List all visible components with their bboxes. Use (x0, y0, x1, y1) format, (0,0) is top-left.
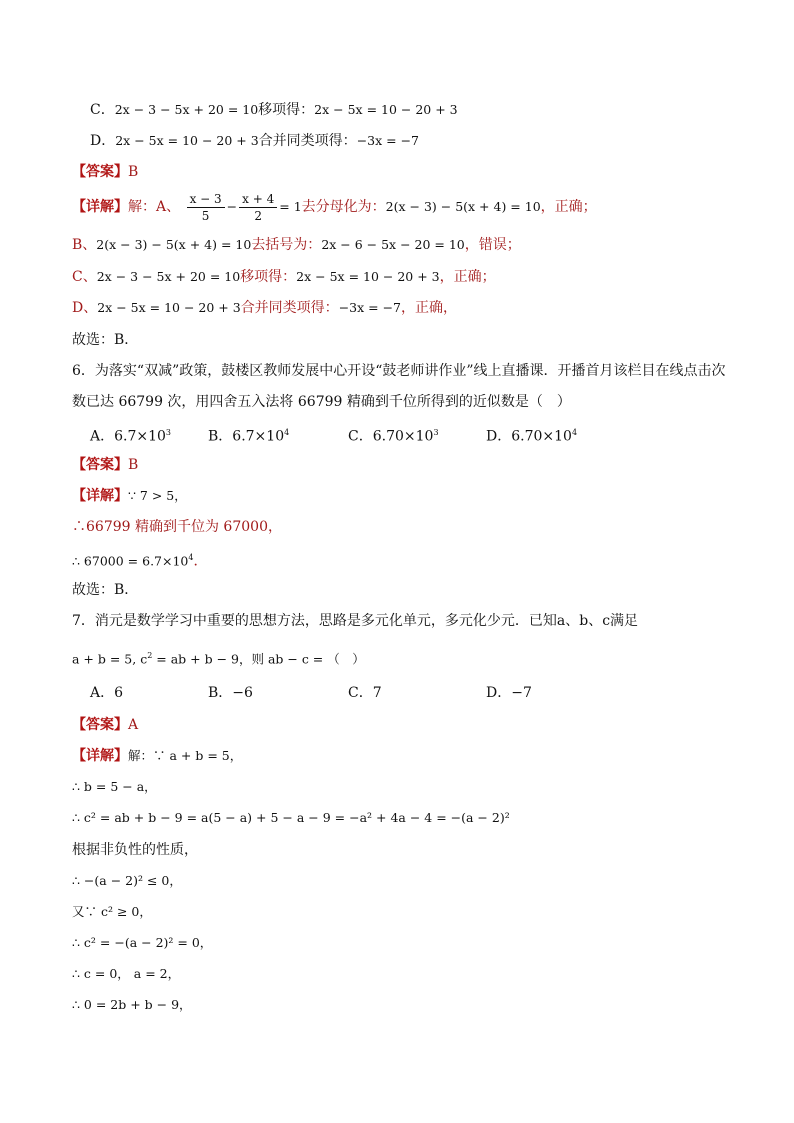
q6-detail-3 (72, 548, 207, 572)
q6-stem-line2: 数已达 66799 次，用四舍五入法将 66799 精确到千位所得到的近似数是（ ） (72, 394, 571, 410)
detail-text: 解：∵ a + b = 5， (128, 748, 243, 763)
fraction (239, 191, 277, 224)
q7-detail-2: ∴ b = 5 − a， (72, 779, 157, 794)
option-text: C．6.70×10 (348, 428, 434, 445)
q6-stem-line1: 6．为落实“双减”政策，鼓楼区教师发展中心开设“鼓老师讲作业”线上直播课．开播首月该栏目在线点击次 (72, 363, 726, 379)
detail-text: 合并同类项得： (240, 300, 339, 316)
fraction-numerator: x + 4 (239, 191, 277, 208)
detail-text: ，正确， (401, 300, 458, 316)
exponent: 3 (433, 428, 439, 437)
equation: = 1 (279, 199, 302, 214)
answer-value: B (128, 164, 139, 180)
q7-option-d: D．−7 (486, 685, 532, 701)
answer-tag: 【答案】 (72, 457, 128, 473)
exponent: 4 (188, 553, 194, 562)
detail-label: D、 (72, 300, 98, 316)
answer-tag: 【答案】 (72, 164, 128, 180)
q6-option-a (90, 423, 171, 447)
detail-label: B、 (72, 237, 97, 253)
equation: 2x − 5x = 10 − 20 + 3 (314, 102, 458, 117)
answer-value: A (128, 717, 139, 733)
answer-tag: 【答案】 (72, 717, 128, 733)
exponent: 3 (165, 428, 172, 437)
q5-detail-b (72, 235, 521, 255)
detail-tag: 【详解】 (72, 199, 128, 215)
q5-conclusion: 故选：B． (72, 332, 139, 348)
q7-detail-4: 根据非负性的性质， (72, 842, 198, 858)
q6-option-b (208, 423, 289, 447)
equation: 2(x − 3) − 5(x + 4) = 10 (385, 199, 541, 214)
equation: ∴ 67000 = 6.7×10 (72, 553, 189, 569)
q7-option-b: B．−6 (208, 685, 253, 701)
q6-detail-2: ∴66799 精确到千位为 67000， (72, 519, 282, 535)
detail-text: 去括号为： (251, 237, 322, 253)
fraction-denominator: 5 (201, 208, 210, 223)
q7-detail-5: ∴ −(a − 2)² ≤ 0， (72, 873, 182, 888)
step-text: 移项得： (258, 102, 315, 118)
q7-answer (72, 715, 138, 735)
option-label: D． (90, 133, 116, 149)
q6-option-c (348, 423, 439, 447)
equation: 2x − 3 − 5x + 20 = 10 (96, 269, 241, 284)
equation: 2(x − 3) − 5(x + 4) = 10 (96, 237, 252, 252)
option-label: C． (90, 102, 115, 118)
q7-stem-line1: 7．消元是数学学习中重要的思想方法，思路是多元化单元，多元化少元．已知a、b、c满足 (72, 613, 639, 629)
detail-text: ，正确； (540, 199, 597, 215)
fraction-numerator: x − 3 (187, 191, 225, 208)
equation: 2x − 5x = 10 − 20 + 3 (97, 300, 241, 315)
q7-detail-9: ∴ 0 = 2b + b − 9， (72, 997, 192, 1012)
q6-option-d (486, 423, 577, 447)
detail-text: 解：A、 (128, 199, 181, 215)
option-text: A．6.7×10 (90, 428, 166, 445)
detail-text: ∵ 7 > 5， (128, 488, 187, 503)
q6-conclusion: 故选：B． (72, 582, 139, 598)
q5-detail-c (72, 267, 496, 287)
fraction-denominator: 2 (254, 208, 263, 223)
q7-option-a: A．6 (90, 685, 124, 701)
exponent: 4 (284, 428, 290, 437)
detail-text: 移项得： (240, 269, 297, 285)
answer-value: B (128, 457, 139, 473)
detail-text: ，正确； (439, 269, 496, 285)
detail-text: ，错误； (464, 237, 521, 253)
q7-detail-7: ∴ c² = −(a − 2)² = 0， (72, 935, 213, 950)
fraction (187, 191, 225, 224)
detail-label: C、 (72, 269, 97, 285)
equation: a + b = 5, c (72, 651, 148, 667)
q7-detail-3: ∴ c² = ab + b − 9 = a(5 − a) + 5 − a − 9 = −a² + 4a − 4 = −(a − 2)² (72, 810, 510, 825)
equation: = ab + b − 9，则 ab − c = （ ） (152, 651, 365, 667)
q7-detail-6: 又∵ c² ≥ 0， (72, 904, 152, 919)
detail-tag: 【详解】 (72, 748, 128, 764)
q6-detail-1 (72, 486, 187, 506)
q7-option-c: C．7 (348, 685, 382, 701)
q7-stem-line2 (72, 646, 365, 670)
equation: 2x − 5x = 10 − 20 + 3 (296, 269, 440, 284)
q7-detail-8: ∴ c = 0， a = 2， (72, 966, 181, 981)
option-text: D．6.70×10 (486, 428, 572, 445)
q7-detail-1 (72, 746, 242, 766)
equation: 2x − 5x = 10 − 20 + 3 (115, 133, 259, 148)
detail-text: ． (193, 553, 208, 570)
q5-option-d (90, 131, 419, 151)
q5-detail-d (72, 298, 457, 318)
detail-text: 去分母化为： (301, 199, 386, 215)
q5-option-c (90, 100, 458, 120)
q5-detail-a (72, 190, 597, 224)
q5-answer (72, 162, 138, 182)
equation: −3x = −7 (356, 133, 420, 148)
equation: −3x = −7 (338, 300, 402, 315)
step-text: 合并同类项得： (258, 133, 357, 149)
q6-answer (72, 455, 138, 475)
minus-sign: − (226, 199, 238, 214)
equation: 2x − 6 − 5x − 20 = 10 (321, 237, 465, 252)
exponent: 2 (147, 651, 153, 660)
exponent: 4 (571, 428, 578, 437)
option-text: B．6.7×10 (208, 428, 285, 445)
equation: 2x − 3 − 5x + 20 = 10 (114, 102, 259, 117)
detail-tag: 【详解】 (72, 488, 128, 504)
